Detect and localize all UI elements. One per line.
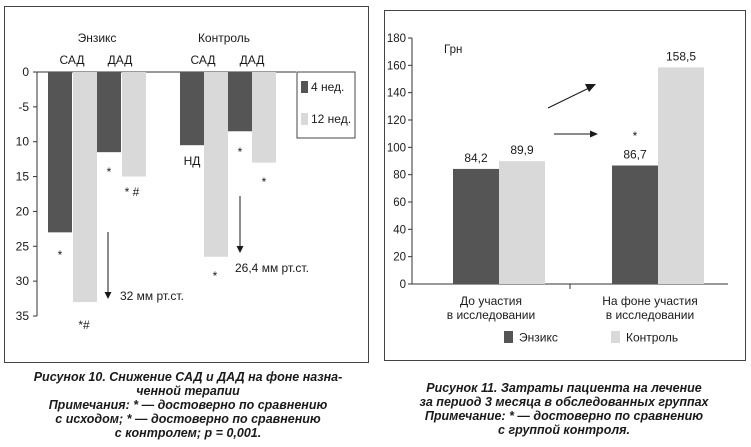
reduction-arrow-2-head bbox=[237, 246, 244, 253]
y-tick-label: 10 bbox=[15, 134, 29, 149]
fig10-title-line-2: ченной терапии bbox=[136, 384, 240, 398]
fig10-note-line-2: с исходом; * — достоверно по сравнению bbox=[55, 412, 321, 426]
y-tick-label: 100 bbox=[386, 142, 406, 155]
bar-enzix bbox=[612, 166, 658, 284]
y-tick-label: 20 bbox=[393, 251, 406, 264]
reduction-arrow-1-head bbox=[105, 292, 112, 299]
significance-star: * bbox=[237, 145, 243, 159]
y-tick-label: 25 bbox=[15, 239, 29, 254]
bar-12w bbox=[204, 72, 228, 257]
increase-arrow-diagonal-head bbox=[585, 84, 596, 92]
fig11-note-line-2: с группой контроля. bbox=[498, 423, 630, 437]
bp-reduction-chart bbox=[0, 0, 375, 370]
y-tick-label: 35 bbox=[15, 309, 29, 323]
y-tick-label: 20 bbox=[15, 204, 29, 219]
significance-star: * bbox=[261, 175, 267, 189]
bar-12w bbox=[73, 72, 97, 302]
y-tick-label: 40 bbox=[393, 224, 406, 237]
y-tick-label: 140 bbox=[386, 87, 406, 100]
fig10-note-line-1: Примечания: * — достоверно по сравнению bbox=[48, 398, 328, 412]
legend-label: 12 нед. bbox=[311, 112, 352, 126]
significance-star: * bbox=[212, 269, 218, 283]
y-tick-label: -5 bbox=[18, 99, 29, 114]
bar-4w bbox=[180, 72, 204, 145]
not-significant-label: НД bbox=[183, 154, 201, 168]
significance-star-hash: * # bbox=[124, 185, 140, 199]
data-label: 158,5 bbox=[665, 49, 697, 64]
y-tick-label: 30 bbox=[15, 274, 29, 289]
bar-4w bbox=[97, 72, 121, 152]
reduction-annotation-2: 26,4 мм рт.ст. bbox=[235, 261, 309, 275]
y-tick-label: 120 bbox=[386, 115, 406, 127]
bar-control bbox=[658, 67, 704, 284]
bar-enzix bbox=[453, 169, 499, 284]
data-label: 86,7 bbox=[623, 147, 647, 162]
y-tick-label: 160 bbox=[386, 60, 406, 73]
y-tick-label: 0 bbox=[399, 279, 406, 291]
bar-4w bbox=[228, 72, 252, 131]
y-tick-label: 80 bbox=[393, 169, 406, 182]
legend-swatch bbox=[611, 331, 620, 343]
legend-swatch bbox=[301, 81, 308, 93]
figure-11-caption bbox=[378, 381, 750, 437]
y-tick-label: 0 bbox=[22, 65, 29, 79]
fig11-title-line-1: Рисунок 11. Затраты пациента на лечение bbox=[426, 381, 702, 395]
significance-star: * bbox=[632, 129, 638, 143]
y-tick-label: 60 bbox=[393, 197, 406, 209]
fig11-note-line-1: Примечание: * — достоверно по сравнению bbox=[424, 409, 704, 423]
bar-4w bbox=[48, 72, 72, 232]
legend-swatch bbox=[504, 331, 513, 343]
fig10-note-line-3: с контролем; р = 0,001. bbox=[114, 426, 262, 440]
legend-label: Энзикс bbox=[519, 330, 558, 345]
increase-arrow-horizontal-head bbox=[590, 131, 598, 138]
significance-star: * bbox=[57, 248, 63, 262]
fig10-title-line-1: Рисунок 10. Снижение САД и ДАД на фоне назна- bbox=[33, 370, 343, 384]
category-label: в исследовании bbox=[446, 308, 536, 322]
category-label: ДАД bbox=[107, 53, 133, 67]
significance-star-hash: *# bbox=[78, 318, 90, 332]
fig11-title-line-2: за период 3 месяца в обследованных группах bbox=[419, 395, 709, 409]
data-label: 84,2 bbox=[464, 150, 488, 165]
patient-costs-chart bbox=[376, 0, 751, 380]
category-label: САД bbox=[190, 53, 216, 67]
y-tick-label: 15 bbox=[15, 169, 29, 184]
group-label-enzix: Энзикс bbox=[77, 31, 117, 45]
legend-label: 4 нед. bbox=[311, 80, 345, 94]
reduction-annotation-1: 32 мм рт.ст. bbox=[120, 289, 184, 303]
group-label-control: Контроль bbox=[197, 31, 251, 45]
category-label: На фоне участия bbox=[602, 294, 698, 308]
bar-12w bbox=[252, 72, 276, 163]
figure-10 bbox=[0, 0, 375, 447]
category-label: ДАД bbox=[239, 53, 265, 67]
y-tick-label: 180 bbox=[386, 33, 406, 45]
figure-10-caption bbox=[2, 370, 374, 440]
legend-label: Контроль bbox=[626, 330, 679, 345]
data-label: 89,9 bbox=[510, 143, 534, 158]
category-label: До участия bbox=[460, 294, 522, 308]
legend-swatch bbox=[301, 113, 308, 125]
category-label: в исследовании bbox=[605, 308, 695, 322]
increase-arrow-diagonal bbox=[548, 88, 589, 108]
unit-label: Грн bbox=[444, 44, 463, 56]
category-label: САД bbox=[59, 53, 85, 67]
figure-11 bbox=[376, 0, 751, 447]
bar-12w bbox=[122, 72, 146, 177]
significance-star: * bbox=[106, 165, 112, 179]
bar-control bbox=[499, 161, 545, 284]
